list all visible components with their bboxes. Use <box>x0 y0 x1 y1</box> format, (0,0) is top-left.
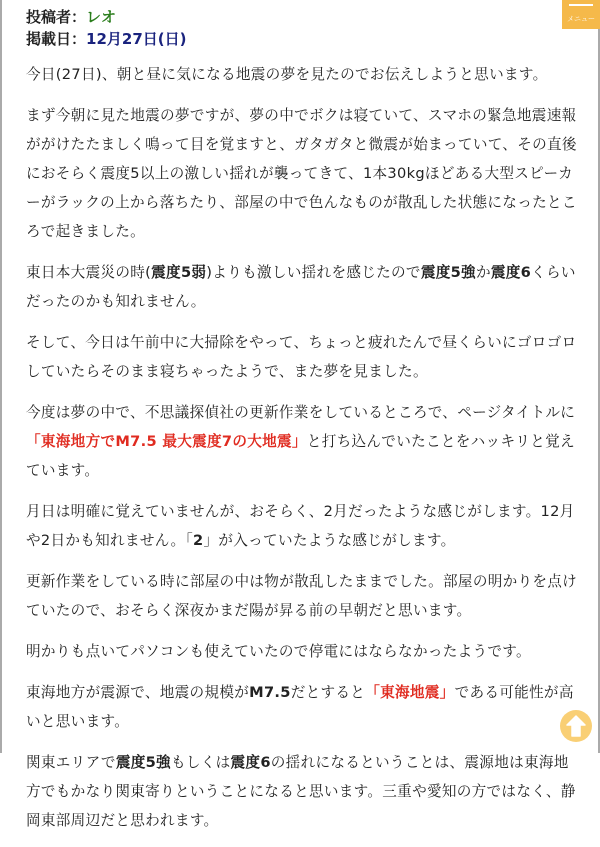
bold-text: 震度5弱 <box>151 264 207 281</box>
article-paragraph <box>26 101 578 246</box>
paragraph-text: 月日は明確に覚えていませんが、おそらく、2月だったような感じがします。12月や2日かも知れません。「 <box>26 503 575 549</box>
hamburger-icon <box>569 4 593 6</box>
article-paragraph <box>26 637 578 666</box>
article-paragraph <box>26 328 578 386</box>
article-paragraph <box>26 678 578 736</box>
article-paragraph <box>26 398 578 485</box>
bold-text: M7.5 <box>249 684 291 701</box>
paragraph-text: )よりも激しい揺れを感じたので <box>206 264 421 281</box>
article-paragraph <box>26 258 578 316</box>
paragraph-text: 」が入っていたような感じがします。 <box>203 532 456 549</box>
post-date: 12月27日(日) <box>86 30 187 48</box>
date-line <box>26 28 186 50</box>
article-paragraph <box>26 497 578 555</box>
bold-text: 2 <box>193 532 204 549</box>
post-meta <box>26 6 186 50</box>
paragraph-text: か <box>475 264 491 281</box>
arrow-up-icon <box>566 715 586 737</box>
date-label: 掲載日： <box>26 30 87 48</box>
highlight-text: 「東海地方でM7.5 最大震度7の大地震」 <box>26 433 307 450</box>
paragraph-text: 更新作業をしている時に部屋の中は物が散乱したままでした。部屋の明かりを点けていたので、おそらく深夜かまだ陽が昇る前の早朝だと思います。 <box>26 573 578 619</box>
paragraph-text: 明かりも点いてパソコンも使えていたので停電にはならなかったようです。 <box>26 643 531 660</box>
bold-text: 震度6 <box>490 264 532 281</box>
menu-button[interactable] <box>562 0 600 29</box>
article-paragraph <box>26 567 578 625</box>
paragraph-text: もしくは <box>170 754 231 771</box>
paragraph-text: 今度は夢の中で、不思議探偵社の更新作業をしているところで、ページタイトルに <box>26 404 576 421</box>
paragraph-text: の揺れになるということは、震源地は東海地方でもかなり関東寄りということになると思います。三重や愛知の方ではなく、静岡東部周辺だと思われます。 <box>26 754 576 829</box>
author-name[interactable]: レオ <box>86 8 117 26</box>
paragraph-text: 東日本大震災の時( <box>26 264 152 281</box>
paragraph-text: 東海地方が震源で、地震の規模が <box>26 684 250 701</box>
bold-text: 震度5強 <box>115 754 171 771</box>
author-label: 投稿者： <box>26 8 87 26</box>
article-paragraph <box>26 748 578 835</box>
paragraph-text: だとすると <box>290 684 366 701</box>
paragraph-text: 関東エリアで <box>26 754 116 771</box>
article-paragraph <box>26 60 578 89</box>
paragraph-text: と打ち込んでいたことをハッキリと覚えています。 <box>26 433 575 479</box>
paragraph-text: である可能性が高いと思います。 <box>26 684 574 730</box>
article-body <box>26 60 578 847</box>
bold-text: 震度5強 <box>420 264 476 281</box>
paragraph-text: くらいだったのかも知れません。 <box>26 264 576 310</box>
paragraph-text: そして、今日は午前中に大掃除をやって、ちょっと疲れたんで昼くらいにゴロゴロしていたらそのまま寝ちゃったようで、また夢を見ました。 <box>26 334 577 380</box>
paragraph-text: 今日(27日)、朝と昼に気になる地震の夢を見たのでお伝えしようと思います。 <box>26 66 548 83</box>
menu-label: メニュー <box>567 15 595 23</box>
paragraph-text: まず今朝に見た地震の夢ですが、夢の中でボクは寝ていて、スマホの緊急地震速報ががけたたましく鳴って目を覚ますと、ガタガタと微震が始まっていて、その直後におそらく震度5以上の激しい揺れが襲ってきて、1本30kgほどある大型スピーカーがラックの上から落ちたり、部屋の中で色んなものが散乱した状態になったところで起きました。 <box>26 107 577 240</box>
scroll-to-top-button[interactable] <box>560 710 592 742</box>
bold-text: 震度6 <box>230 754 271 771</box>
author-line <box>26 6 186 28</box>
highlight-text: 「東海地震」 <box>365 684 455 701</box>
